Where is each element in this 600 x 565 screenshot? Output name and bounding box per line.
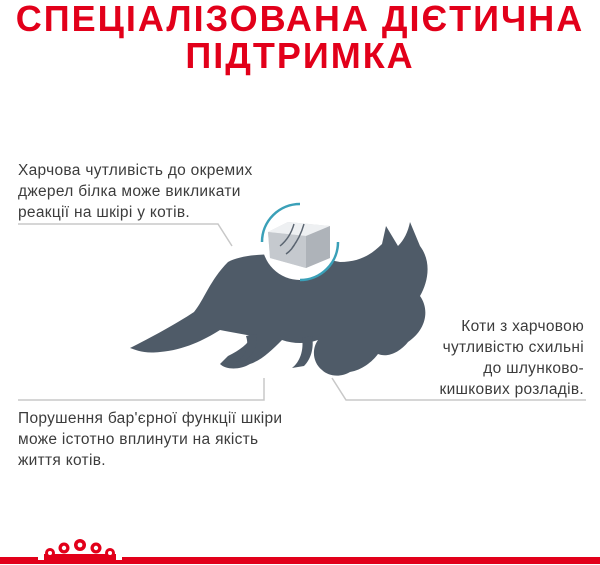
- leader-line-bottom-left: [18, 378, 264, 400]
- callout-bottom-left-line: життя котів.: [18, 452, 106, 469]
- callout-bottom-left: [18, 408, 282, 471]
- royal-canin-crown-icon: [38, 534, 122, 560]
- title-line-1: СПЕЦІАЛІЗОВАНА ДІЄТИЧНА: [15, 0, 585, 39]
- callout-top-left: [18, 160, 253, 223]
- callout-top-left-line: реакції на шкірі у котів.: [18, 204, 190, 221]
- callout-bottom-left-line: Порушення бар'єрної функції шкіри: [18, 410, 283, 427]
- callout-bottom-left-line: може істотно вплинути на якість: [18, 431, 259, 448]
- skin-cross-section-icon: [262, 204, 338, 280]
- callout-right-line: кишкових розладів.: [439, 381, 584, 398]
- callout-top-left-line: джерел білка може викликати: [18, 183, 241, 200]
- title-line-2: ПІДТРИМКА: [185, 35, 415, 76]
- callout-top-left-line: Харчова чутливість до окремих: [18, 162, 253, 179]
- callout-right-line: Коти з харчовою: [461, 318, 584, 335]
- callout-right-line: чутливістю схильні: [442, 339, 584, 356]
- callout-right: [440, 316, 585, 400]
- callout-right-line: до шлунково-: [483, 360, 584, 377]
- leader-line-top-left: [18, 224, 232, 246]
